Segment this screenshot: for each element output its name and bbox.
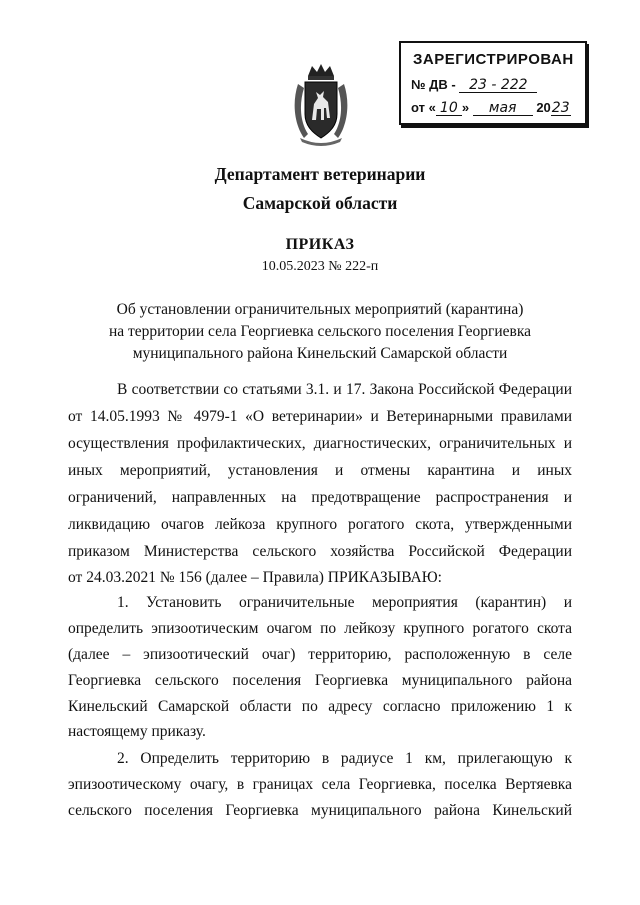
- body-line: от 24.03.2021 № 156 (далее – Правила) ПРИКАЗЫВАЮ:: [68, 569, 442, 586]
- department-name: Департамент ветеринарии: [214, 164, 426, 184]
- subject-line: на территории села Георгиевка сельского поселения Георгиевка: [108, 323, 532, 340]
- department-region: Самарской области: [242, 193, 398, 213]
- stamp-registration-date: [411, 100, 571, 116]
- stamp-month: мая: [473, 101, 533, 116]
- body-line: эпизоотическому очагу, в границах села Георгиевка, поселка Вертяевка: [68, 776, 572, 793]
- body-line: 2. Определить территорию в радиусе 1 км, прилегающую к: [117, 750, 572, 767]
- body-line: осуществления профилактических, диагностических, ограничительных и: [68, 435, 572, 452]
- body-line: 1. Установить ограничительные мероприятия (карантин) и: [117, 594, 572, 611]
- body-line: Кинельский Самарской области по адресу согласно приложению 1 к: [68, 698, 572, 715]
- body-line: сельского поселения Георгиевка муниципального района Кинельский: [68, 802, 572, 819]
- stamp-year: 23: [551, 100, 570, 116]
- body-line: настоящему приказу.: [68, 723, 206, 740]
- coat-of-arms-emblem: [290, 62, 352, 146]
- stamp-day: 10: [436, 101, 462, 116]
- stamp-title: ЗАРЕГИСТРИРОВАН: [413, 51, 574, 68]
- body-line: иных мероприятий, установления и отмены карантина и иных: [68, 462, 572, 479]
- body-line: В соответствии со статьями 3.1. и 17. Закона Российской Федерации: [117, 381, 572, 398]
- order-title: ПРИКАЗ: [285, 236, 355, 253]
- stamp-year-prefix: 20: [536, 100, 551, 115]
- subject-line: Об установлении ограничительных мероприятий (карантина): [116, 301, 524, 318]
- stamp-date-label: от «: [411, 100, 436, 115]
- body-line: ликвидацию очагов лейкоза крупного рогатого скота, утвержденными: [68, 516, 572, 533]
- body-line: Георгиевка сельского поселения Георгиевка муниципального района: [68, 672, 572, 689]
- stamp-number-value: 23 - 222: [459, 78, 537, 93]
- subject-line: муниципального района Кинельский Самарской области: [132, 345, 508, 362]
- stamp-registration-number: [411, 77, 537, 93]
- order-subject: [60, 299, 580, 365]
- registration-stamp: [399, 41, 587, 125]
- body-line: определить эпизоотическим очагом по лейкозу крупного рогатого скота: [68, 620, 572, 637]
- body-line: приказом Министерства сельского хозяйства Российской Федерации: [68, 543, 572, 560]
- body-line: от 14.05.1993 № 4979-1 «О ветеринарии» и Ветеринарными правилами: [68, 408, 572, 425]
- stamp-number-label: № ДВ -: [411, 77, 456, 92]
- body-line: ограничений, направленных на предотвращение распространения и: [68, 489, 572, 506]
- stamp-month-separator: »: [461, 100, 470, 115]
- order-date-number: 10.05.2023 № 222-п: [261, 259, 379, 274]
- body-line: (далее – эпизоотический очаг) территорию, расположенную в селе: [68, 646, 572, 663]
